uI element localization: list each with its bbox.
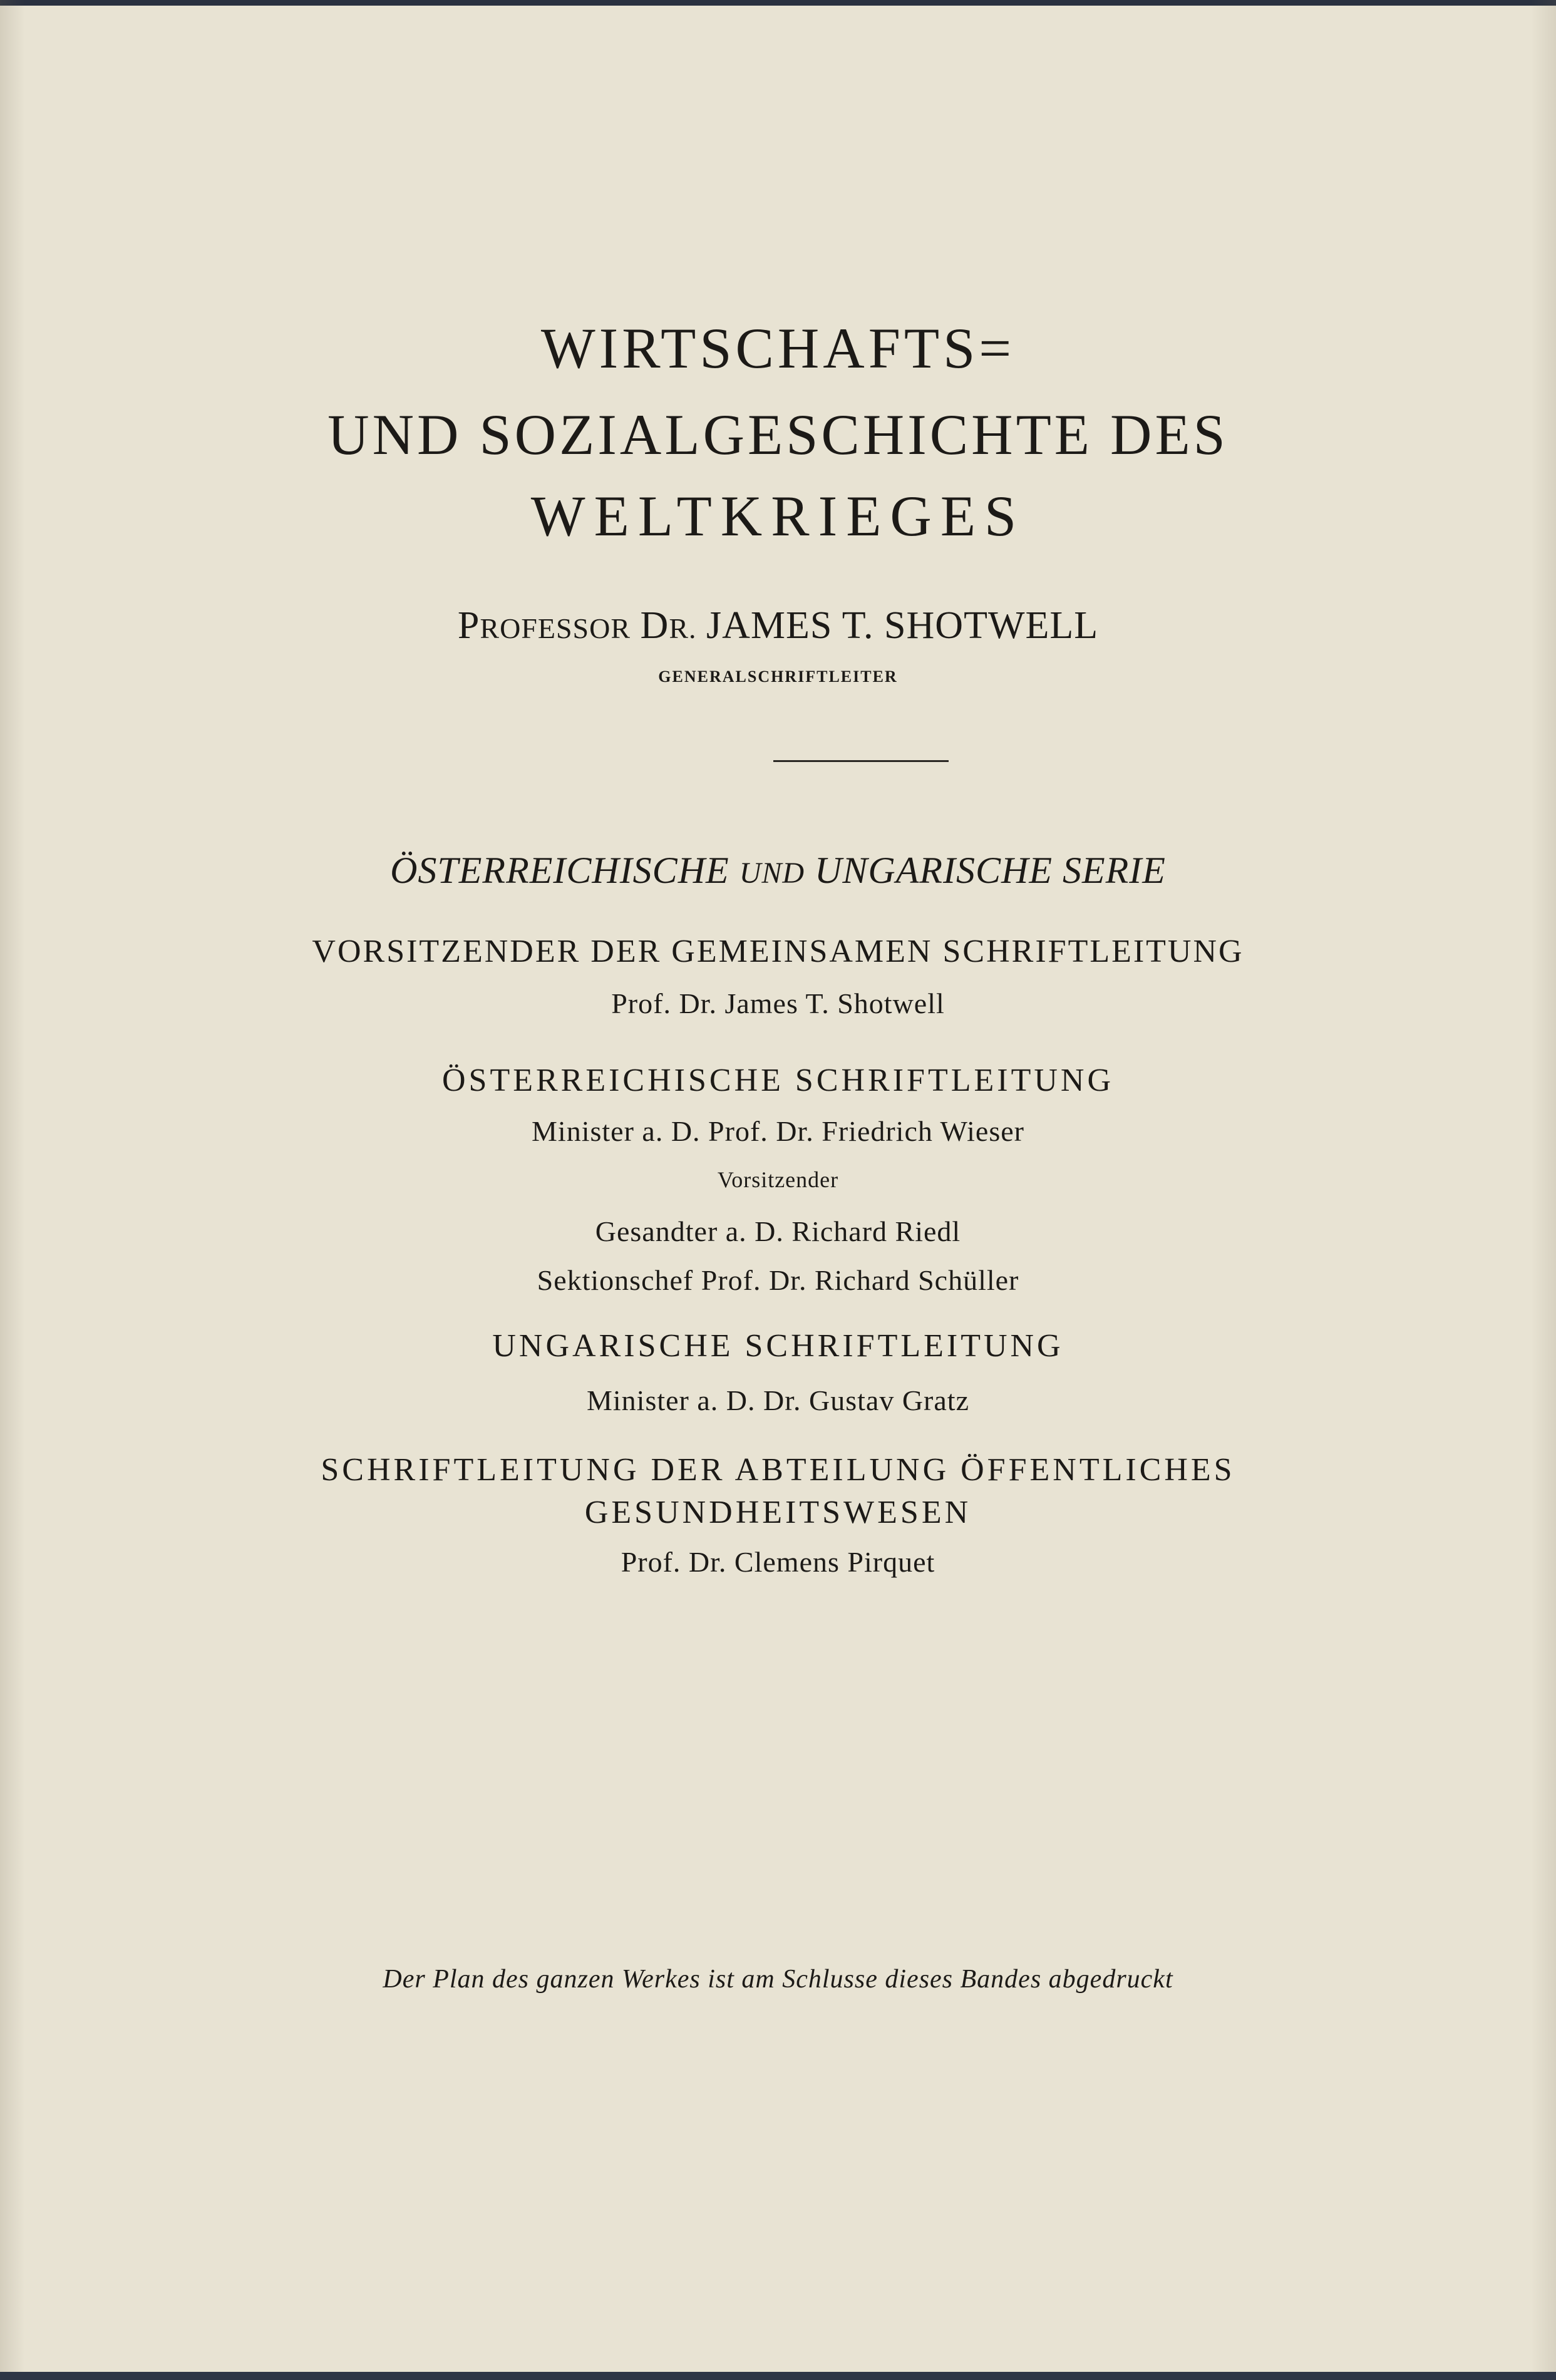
austrian-editor-3: Sektionschef Prof. Dr. Richard Schüller	[537, 1264, 1019, 1296]
divider-rule	[773, 760, 949, 762]
dr-label: DR.	[640, 604, 697, 647]
title-line-2: UND SOZIALGESCHICHTE DES	[327, 403, 1229, 466]
section-heading-hungarian: UNGARISCHE SCHRIFTLEITUNG	[492, 1328, 1064, 1364]
series-conjunction: UND	[739, 857, 805, 890]
title-line-1: WIRTSCHAFTS=	[540, 316, 1016, 380]
section-heading-health-2: GESUNDHEITSWESEN	[584, 1495, 972, 1530]
health-editor: Prof. Dr. Clemens Pirquet	[621, 1546, 935, 1578]
general-editor-line	[0, 606, 1556, 645]
page-top-edge	[0, 0, 1556, 6]
page-bottom-edge	[0, 2372, 1556, 2380]
joint-chair-name: Prof. Dr. James T. Shotwell	[611, 987, 945, 1019]
general-editor-name: JAMES T. SHOTWELL	[706, 604, 1099, 647]
footnote: Der Plan des ganzen Werkes ist am Schlusse dieses Bandes abgedruckt	[383, 1965, 1173, 1994]
series-part-1: ÖSTERREICHISCHE	[390, 850, 729, 891]
section-heading-austrian: ÖSTERREICHISCHE SCHRIFTLEITUNG	[441, 1063, 1115, 1098]
professor-label: PROFESSOR	[457, 604, 631, 647]
series-title	[0, 852, 1556, 889]
section-heading-health-1: SCHRIFTLEITUNG DER ABTEILUNG ÖFFENTLICHES	[321, 1452, 1235, 1488]
general-editor-role: GENERALSCHRIFTLEITER	[658, 667, 898, 686]
austrian-editor-1-role: Vorsitzender	[717, 1167, 839, 1192]
austrian-editor-2: Gesandter a. D. Richard Riedl	[595, 1215, 961, 1247]
hungarian-editor: Minister a. D. Dr. Gustav Gratz	[587, 1384, 969, 1416]
section-heading-joint: VORSITZENDER DER GEMEINSAMEN SCHRIFTLEITUNG	[312, 934, 1244, 969]
title-line-3: WELTKRIEGES	[530, 484, 1026, 548]
austrian-editor-1: Minister a. D. Prof. Dr. Friedrich Wieser	[532, 1115, 1024, 1147]
series-part-2: UNGARISCHE SERIE	[815, 850, 1166, 891]
